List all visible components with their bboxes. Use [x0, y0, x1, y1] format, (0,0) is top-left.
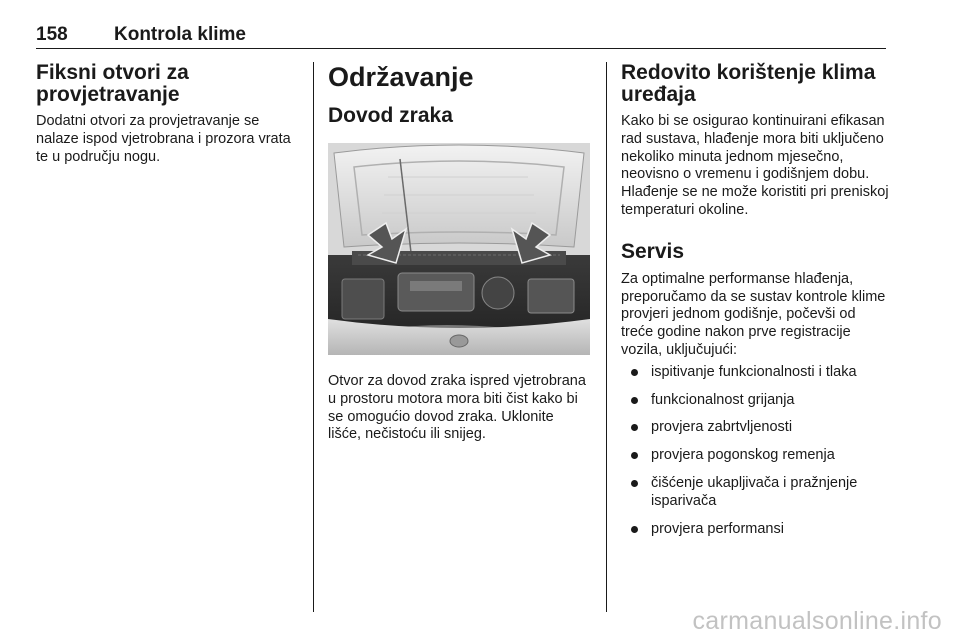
bullet-icon — [631, 397, 638, 404]
list-item — [621, 364, 891, 382]
service-checklist — [621, 364, 891, 539]
column-left — [36, 62, 298, 166]
page-number: 158 — [36, 24, 68, 45]
list-item — [621, 447, 891, 465]
service-text: Za optimalne performanse hlađenja, preporučamo da se sustav kontrole klime provjeri jednom godišnje, počevši od treće godine nakon prve registracije vozila, uključujući: — [621, 270, 886, 358]
list-item — [621, 521, 891, 539]
section-heading-air-intake: Dovod zraka — [328, 104, 453, 127]
air-intake-caption: Otvor za dovod zraka ispred vjetrobrana u prostoru motora mora biti čist kako bi se omogućio dovod zraka. Uklonite lišće, nečistoću ili snijeg. — [328, 373, 586, 443]
regular-use-text: Kako bi se osigurao kontinuirani efikasan rad sustava, hlađenje mora biti uključeno nekoliko minuta jednom mjesečno, neovisno o vremenu i godišnjem dobu. Hlađenje se ne može koristiti pri preniskoj temperaturi okoline. — [621, 113, 889, 218]
list-item-text: funkcionalnost grijanja — [651, 391, 795, 408]
engine-bay-photo — [328, 143, 590, 355]
chapter-title: Kontrola klime — [114, 24, 246, 45]
watermark: carmanualsonline.info — [692, 607, 942, 635]
bullet-icon — [631, 424, 638, 431]
bullet-icon — [631, 369, 638, 376]
list-item — [621, 419, 891, 437]
chapter-heading-maintenance: Održavanje — [328, 62, 474, 92]
list-item-text: čišćenje ukapljivača i pražnjenje isparivača — [651, 474, 858, 509]
section-heading-service: Servis — [621, 239, 685, 263]
list-item-text: provjera performansi — [651, 520, 784, 537]
bullet-icon — [631, 526, 638, 533]
bullet-icon — [631, 452, 638, 459]
section-heading-regular-use: Redovito korištenje klima uređaja — [621, 61, 876, 106]
fixed-vents-text: Dodatni otvori za provjetravanje se nalaze ispod vjetrobrana i prozora vrata te u području nogu. — [36, 113, 291, 165]
column-divider — [606, 62, 607, 612]
bullet-icon — [631, 480, 638, 487]
list-item — [621, 475, 891, 511]
list-item — [621, 392, 891, 410]
section-heading-fixed-vents: Fiksni otvori za provjetravanje — [36, 61, 189, 106]
list-item-text: ispitivanje funkcionalnosti i tlaka — [651, 363, 857, 380]
column-right — [621, 62, 891, 548]
column-middle — [328, 62, 590, 444]
list-item-text: provjera zabrtvljenosti — [651, 419, 793, 436]
column-divider — [313, 62, 314, 612]
list-item-text: provjera pogonskog remenja — [651, 447, 835, 464]
page-header — [36, 22, 886, 49]
